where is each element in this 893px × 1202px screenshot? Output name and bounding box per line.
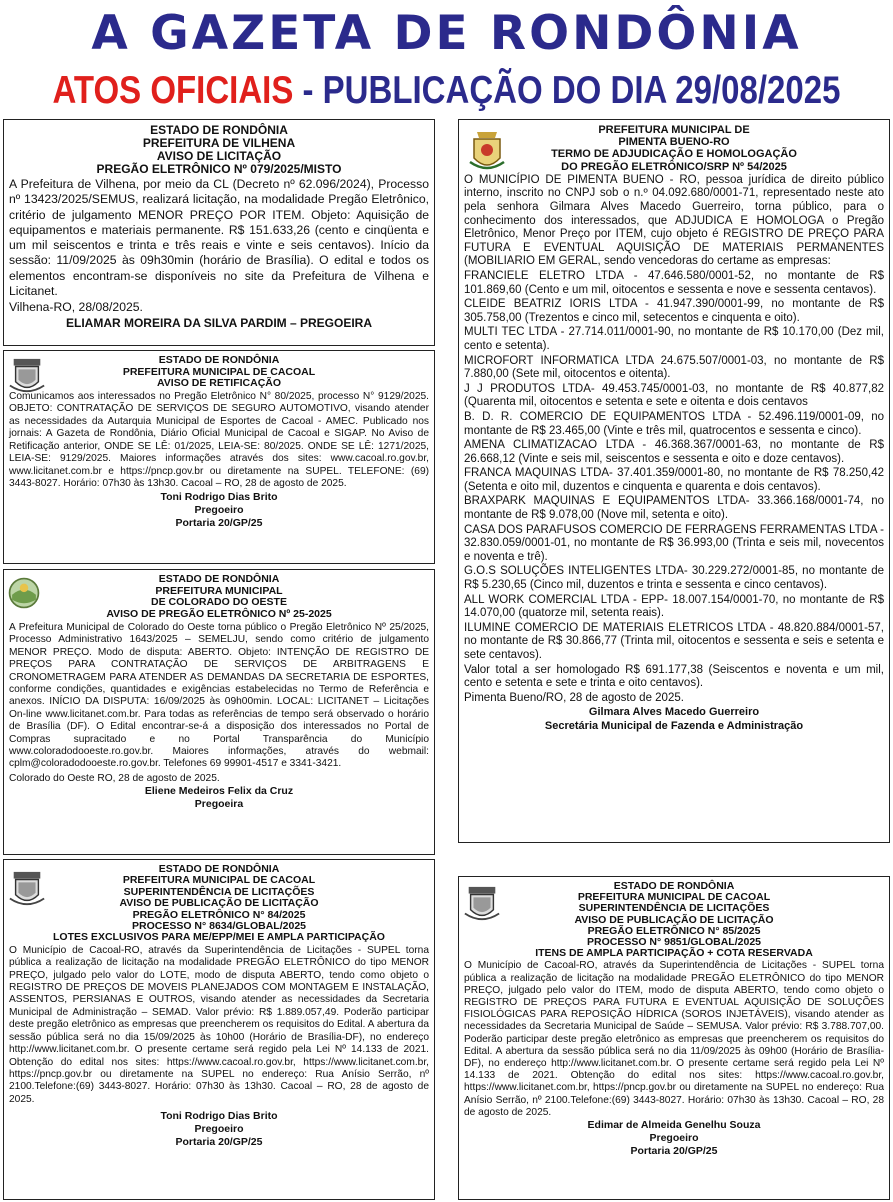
signatory-name: Toni Rodrigo Dias Brito [160,490,278,503]
notice-type: AVISO DE PUBLICAÇÃO DE LICITAÇÃO [119,897,319,910]
notice-municipality-name: PIMENTA BUENO-RO [618,136,730,149]
notice-signature: ELIAMAR MOREIRA DA SILVA PARDIM – PREGOEIRA [65,315,372,330]
signatory-name: Edimar de Almeida Genelhu Souza [587,1119,761,1132]
notice-cacoal-pregao-85 [458,876,890,1200]
winner-item: MULTI TEC LTDA - 27.714.011/0001-90, no montante de R$ 10.170,00 (Dez mil, cento e setenta). [464,326,884,352]
notice-municipality: PREFEITURA MUNICIPAL [155,584,283,597]
winner-item: FRANCA MAQUINAS LTDA- 37.401.359/0001-80, no montante de R$ 78.250,42 (Setenta e oito mil, duzentos e cinquenta e quarenta e dois centavos). [464,467,884,493]
notice-municipality: PREFEITURA MUNICIPAL DE [598,124,750,136]
notice-number: AVISO DE PREGÃO ELETRÔNICO Nº 25-2025 [106,607,332,620]
winner-item: BRAXPARK MAQUINAS E EQUIPAMENTOS LTDA- 33.366.168/0001-74, no montante de R$ 9.078,00 (Nove mil, setenta e oito). [464,495,884,522]
notice-municipality: PREFEITURA MUNICIPAL DE CACOAL [122,365,316,378]
notice-type: AVISO DE PUBLICAÇÃO DE LICITAÇÃO [574,913,774,926]
publication-date: PUBLICAÇÃO DO DIA 29/08/2025 [322,67,841,112]
notice-municipality-name: DE COLORADO DO OESTE [151,596,287,608]
notice-body: O Município de Cacoal-RO, através da Superintendência de Licitações - SUPEL torna pública a realização de licitação na modalidade PREGÃO ELETRÔNICO do tipo MENOR PREÇO, julgado pelo valor do LOTE, modo de disputa ABERTO, tendo como objeto o REGISTRO DE PREÇOS DE MOVEIS PLANEJADOS COM MONTAGEM E INSTALAÇÃO, ASSENTOS, PERSIANAS E OUTROS, visando atender as necessidades da Secretaria Municipal de Administração – SEMAD. Valor prévio: R$ 1.889.057,49. Poderão participar deste pregão eletrônico as empresas que preencherem os requisitos do Edital. A abertura da sessão pública será no dia 15/09/2025 às 10h00 (Horário de Brasília-DF), no endereço http://www.licitanet.com.br. O presente certame será regido pela Lei Nº 14.133 de 2021. Obtenção do edital nos sites: https://www.cacoal.ro.gov.br, https://www.licitanet.com.br, https://pncp.gov.br ou diretamente na SUPEL no endereço: Rua Anísio Serrão, nº 2100.Telefone:(69) 3443-8027. Horário: 07h30 às 13h30. Cacoal – RO, 28 de agosto de 2025. [9,944,429,1105]
notice-state: ESTADO DE RONDÔNIA [158,573,280,585]
notice-process: PROCESSO N° 9851/GLOBAL/2025 [586,936,761,949]
notice-body: O Município de Cacoal-RO, através da Superintendência de Licitações - SUPEL torna pública a realização de licitação na modalidade PREGÃO ELETRÔNICO do tipo MENOR PREÇO, julgado pelo valor do ITEM, modo de disputa ABERTO, tendo como objeto o REGISTRO DE PREÇOS PARA FUTURA E EVENTUAL AQUISIÇÃO DE SOLUÇÕES FISIOLÓGICAS PARA REPOSIÇÃO HÍDRICA (SOROS INJETÁVEIS), visando atender as necessidades da Secretaria Municipal de Saúde – SEMUSA. Valor prévio: R$ 3.788.707,00. Poderão participar deste pregão eletrônico as empresas que preencherem os requisitos do Edital. A abertura da sessão pública será no dia 11/09/2025 às 09h00 (Horário de Brasília-DF), no endereço http://www.licitanet.com.br. O presente certame será regido pela Lei Nº 14.133 de 2021. Obtenção do edital nos sites: https://www.cacoal.ro.gov.br, https://www.licitanet.com.br, https://pncp.gov.br ou diretamente na SUPEL no endereço: Rua Anísio Serrão, nº 2100.Telefone:(69) 3443-8027. Horário: 07h30 às 13h30. Cacoal – RO, 28 de agosto de 2025. [464,960,884,1118]
notice-cacoal-retificacao [3,350,435,564]
notice-number: PREGÃO ELETRÔNICO N° 85/2025 [587,924,761,937]
winner-item: CLEIDE BEATRIZ IORIS LTDA - 41.947.390/0001-99, no montante de R$ 305.758,00 (Trezentos e cinco mil, setecentos e cinquenta e oito). [464,298,884,324]
signatory-ordinance: Portaria 20/GP/25 [630,1145,718,1158]
notice-number: PREGÃO ELETRÔNICO N° 84/2025 [132,908,306,921]
edition-line [0,62,893,119]
winner-item: FRANCIELE ELETRO LTDA - 47.646.580/0001-52, no montante de R$ 101.869,60 (Cento e um mil, oitocentos e sessenta e nove e sessenta centavos). [464,269,884,296]
notice-vilhena [3,119,435,346]
winner-item: AMENA CLIMATIZACAO LTDA - 46.368.367/0001-63, no montante de R$ 26.668,12 (Vinte e seis mil, seiscentos e sessenta e oito e doze centavos). [464,439,884,465]
notice-items: ITENS DE AMPLA PARTICIPAÇÃO + COTA RESERVADA [535,947,813,960]
notice-department: SUPERINTENDÊNCIA DE LICITAÇÕES [123,885,315,898]
cacoal-coat-of-arms-icon [463,885,501,923]
notice-state: ESTADO DE RONDÔNIA [150,123,288,137]
signatory-ordinance: Portaria 20/GP/25 [175,516,263,529]
notice-state: ESTADO DE RONDÔNIA [158,863,280,875]
signatory-role: Pregoeiro [194,503,244,516]
notice-intro: O MUNICÍPIO DE PIMENTA BUENO - RO, pessoa jurídica de direito público interno, inscrito no CNPJ sob o n.º 04.092.680/0001-71, representado neste ato pela senhora Gilmara Alves Macedo Guerreiro, torna público, para o conhecimento dos interessados, que ADJUDICA E HOMOLOGA o Pregão Eletrônico, Menor Preço por ITEM, cujo objeto é REGISTRO DE PREÇO PARA FUTURA E EVENTUAL AQUISIÇÃO DE MATERIAIS PERMANENTES (MOBILIARIO EM GERAL, sendo vencedoras do certame as empresas: [464,173,884,268]
winner-item: CASA DOS PARAFUSOS COMERCIO DE FERRAGENS FERRAMENTAS LTDA - 32.830.059/0001-01, no montante de R$ 36.993,00 (Trinta e seis mil, novecentos e noventa e trê). [464,523,884,563]
notice-date: Colorado do Oeste RO, 28 de agosto de 2025. [9,772,220,784]
signatory-role: Pregoeiro [649,1132,699,1145]
winner-item: B. D. R. COMERCIO DE EQUIPAMENTOS LTDA - 52.496.119/0001-09, no montante de R$ 23.465,00 (Vinte e três mil, quatrocentos e sessenta e cinco). [464,410,884,437]
notice-municipality: PREFEITURA DE VILHENA [142,136,296,150]
signatory-ordinance: Portaria 20/GP/25 [175,1136,263,1149]
notice-state: ESTADO DE RONDÔNIA [613,880,735,892]
notice-lots: LOTES EXCLUSIVOS PARA ME/EPP/MEI E AMPLA PARTICIPAÇÃO [53,931,385,944]
notice-colorado-do-oeste [3,569,435,855]
notice-process: PROCESSO N° 8634/GLOBAL/2025 [131,920,306,933]
atos-oficiais-label: ATOS OFICIAIS [52,67,294,112]
winner-item: G.O.S SOLUÇÕES INTELIGENTES LTDA- 30.229.272/0001-85, no montante de R$ 5.230,65 (Cinco mil, duzentos e trinta e sessenta e cinco centavos). [464,565,884,592]
notice-type: AVISO DE RETIFICAÇÃO [156,377,282,389]
signatory-role: Pregoeiro [194,1123,244,1136]
cacoal-coat-of-arms-icon [8,870,46,908]
winner-item: MICROFORT INFORMATICA LTDA 24.675.507/0001-03, no montante de R$ 7.880,00 (Sete mil, oitocentos e oitenta). [464,354,884,381]
signatory-role: Secretária Municipal de Fazenda e Administração [544,720,804,733]
notice-type: AVISO DE LICITAÇÃO [156,149,282,163]
signatory-role: Pregoeira [194,798,244,811]
notice-total: Valor total a ser homologado R$ 691.177,38 (Seiscentos e noventa e um mil, cento e setenta e sete e trinta e oito centavos). [464,663,884,690]
signatory-name: Gilmara Alves Macedo Guerreiro [588,706,760,719]
masthead [0,0,893,118]
winner-item: J J PRODUTOS LTDA- 49.453.745/0001-03, no montante de R$ 40.877,82 (Quarenta mil, oitocentos e setenta e sete e oitenta e dois centavos [464,382,884,409]
notice-municipality: PREFEITURA MUNICIPAL DE CACOAL [577,891,771,904]
notice-date: Pimenta Bueno/RO, 28 de agosto de 2025. [464,691,684,704]
notice-number: PREGÃO ELETRÔNICO Nº 079/2025/MISTO [96,162,342,176]
notice-number: DO PREGÃO ELETRÔNICO/SRP Nº 54/2025 [561,160,787,173]
notice-cacoal-pregao-84 [3,859,435,1200]
colorado-coat-of-arms-icon [7,576,41,610]
notice-municipality: PREFEITURA MUNICIPAL DE CACOAL [122,874,316,887]
notice-body: A Prefeitura de Vilhena, por meio da CL (Decreto nº 62.096/2024), Processo nº 13423/2025/SEMUS, realizará licitação, na modalidade Pregão Eletrônico, critério de julgamento MENOR PREÇO POR ITEM. Objeto: Aquisição de equipamentos e materiais permanente. R$ 151.633,26 (cento e cinqüenta e um mil seiscentos e trinta e três reais e vinte e seis centavos). Início da sessão: 11/09/2025 às 09h30min (horário de Brasília). O edital e todos os elementos encontram-se disponíveis no site da Prefeitura de Vilhena e Licitanet. [9,177,429,299]
winner-item: ALL WORK COMERCIAL LTDA - EPP- 18.007.154/0001-70, no montante de R$ 14.070,00 (quatorze mil, setenta reais). [464,593,884,620]
notice-pimenta-bueno [458,119,890,843]
newspaper-title: A GAZETA DE RONDÔNIA [91,6,802,61]
signatory-name: Eliene Medeiros Felix da Cruz [144,785,294,798]
notice-state: ESTADO DE RONDÔNIA [158,354,280,366]
cacoal-coat-of-arms-icon [8,357,46,395]
notice-date: Vilhena-RO, 28/08/2025. [9,300,143,315]
notice-body: Comunicamos aos interessados no Pregão Eletrônico N° 80/2025, processo N° 9129/2025. OBJETO: CONTRATAÇÃO DE SERVIÇOS DE SEGURO AUTOMOTIVO, visando atender as necessidades da Autarquia Municipal de Esportes de Cacoal - AMEC. Publicado nos jornais: A Gazeta de Rondônia, Diário Oficial Municipal de Cacoal e SIGAP. No Aviso de Retificação anterior, ONDE SE LÊ: 01/2025, LEIA-SE: 80/2025. ONDE SE LÊ: 1271/2025, LEIA-SE: 9129/2025. Maiores informações através dos sites: www.cacoal.ro.gov.br, www.licitanet.com.br e https://pncp.gov.br ou diretamente na SUPEL. TELEFONE: (69) 3443-8027. Horário: 07h30 às 13h30. Cacoal – RO, 28 de agosto de 2025. [9,390,429,489]
notice-type: TERMO DE ADJUDICAÇÃO E HOMOLOGAÇÃO [551,148,797,161]
notice-body: A Prefeitura Municipal de Colorado do Oeste torna público o Pregão Eletrônico Nº 25/2025, Processo Administrativo 1643/2025 – SEMELJU, sendo como critério de julgamento MENOR PREÇO. Modo de disputa: ABERTO. Objeto: INTENÇÃO DE REGISTRO DE PREÇOS PARA CONTRATAÇÃO DE SERVIÇOS DE ARBITRAGENS E CRONOMETRAGEM PARA ATENDER AS DEMANDAS DA SECRETARIA DE ESPORTES, conforme condições, quantidades e exigências estabelecidas no Termo de Referência e anexos. INÍCIO DA DISPUTA: 16/09/2025 às 09h00min. LOCAL: LICITANET – Licitações On-line www.licitanet.com.br. Para todas as referências de tempo será observado o horário de Brasília (DF). O Edital encontrar-se-á a disposição dos interessados no Portal de Compras supracitado e no Portal Transparência do Município www.coloradodooeste.ro.gov.br. Maiores informações, através do webmail: cplm@coloradodooeste.ro.gov.br. Telefones 69 99901-4517 e 3341-3421. [9,622,429,770]
signatory-name: Toni Rodrigo Dias Brito [160,1110,278,1123]
notice-department: SUPERINTENDÊNCIA DE LICITAÇÕES [578,902,770,915]
winner-item: ILUMINE COMERCIO DE MATERIAIS ELETRICOS LTDA - 48.820.884/0001-57, no montante de R$ 30.866,77 (Trinta mil, oitocentos e sessenta e seis e setenta e sete centavos). [464,621,884,661]
separator-dash: - [302,67,314,112]
pimenta-bueno-coat-of-arms-icon [467,128,507,176]
